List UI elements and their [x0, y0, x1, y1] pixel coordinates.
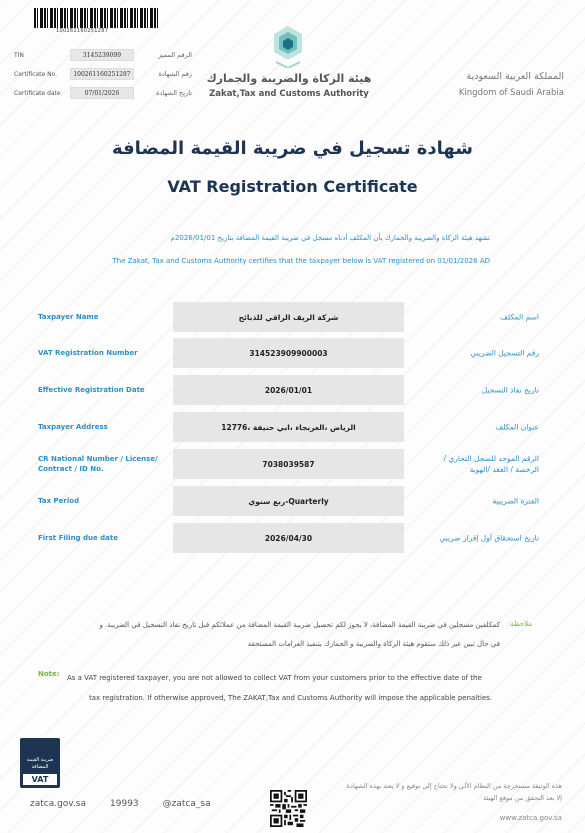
- footer-social[interactable]: @zatca_sa: [162, 799, 211, 809]
- certificate-date-row: [14, 87, 192, 99]
- tin-label-ar: الرقم المميز: [158, 51, 192, 59]
- row-cr-number: [0, 449, 585, 479]
- row-label-ar: الفترة الضريبية: [492, 496, 539, 506]
- tin-row: [14, 49, 192, 61]
- footer-website[interactable]: zatca.gov.sa: [30, 799, 87, 809]
- kingdom-name-en: Kingdom of Saudi Arabia: [458, 88, 564, 98]
- certificate-date-label: Certificate date: [14, 89, 61, 97]
- certificate-date-label-ar: تاريخ الشهادة: [156, 89, 192, 97]
- intro-text-ar: تشهد هيئة الزكاة والضريبة والجمارك بأن المكلف أدناه مسجل في ضريبة القيمة المضافة بتاريخ 2026/01/01م: [170, 234, 490, 242]
- row-vat-number: [0, 338, 585, 368]
- row-taxpayer-name: [0, 302, 585, 332]
- footer-links: [30, 799, 235, 809]
- certificate-no-value: 100261160251287: [70, 68, 134, 80]
- row-value: 2026/01/01: [173, 375, 404, 405]
- footer-disclaimer-url[interactable]: www.zatca.gov.sa: [499, 814, 562, 822]
- row-value: 7038039587: [173, 449, 404, 479]
- row-value: ربع سنوي-Quarterly: [173, 486, 404, 516]
- tin-label: TIN: [14, 51, 24, 59]
- note-text-en: [67, 668, 527, 708]
- certificate-date-value: 07/01/2026: [70, 87, 134, 99]
- footer-disclaimer-ar: هذه الوثيقة مستخرجة من النظام الآلي ولا تحتاج إلى توقيع و لا يعتد بهذه الشهادة إلا بعد التحقق من موقع الهيئة: [346, 782, 562, 802]
- authority-name-en: Zakat,Tax and Customs Authority: [209, 89, 369, 99]
- vat-logo-text-en: VAT: [23, 774, 57, 785]
- vat-logo-text-ar: ضريبة القيمة المضافة: [26, 757, 54, 770]
- row-value: الرياض ،العريجاء ،ابي حنيفة ،12776: [173, 412, 404, 442]
- intro-text-en: The Zakat, Tax and Customs Authority certifies that the taxpayer below is VAT registered on 01/01/2026 AD: [112, 257, 490, 265]
- row-label-ar: رقم التسجيل الضريبي: [470, 348, 539, 358]
- barcode: [34, 8, 158, 28]
- row-label-ar: تاريخ استحقاق أول إقرار ضريبي: [439, 533, 539, 543]
- row-label-en: Taxpayer Name: [38, 313, 99, 321]
- barcode-number: 100261160251287: [56, 28, 109, 34]
- row-first-filing-date: [0, 523, 585, 553]
- certificate-no-row: [14, 68, 192, 80]
- kingdom-name-ar: المملكة العربية السعودية: [466, 71, 564, 82]
- qr-code-icon: [270, 790, 307, 827]
- row-taxpayer-address: [0, 412, 585, 442]
- row-label-en: First Filing due date: [38, 534, 119, 542]
- certificate-no-label-ar: رقم الشهادة: [158, 70, 192, 78]
- row-label-ar: عنوان المكلف: [495, 422, 539, 432]
- row-label-en: VAT Registration Number: [38, 349, 138, 357]
- row-label-en: Taxpayer Address: [38, 423, 108, 431]
- vat-logo: [20, 738, 60, 788]
- row-label-ar: اسم المكلف: [500, 312, 539, 322]
- row-value: شركة الريف الراقي للذبائح: [173, 302, 404, 332]
- note-text-en-line1: As a VAT registered taxpayer, you are not allowed to collect VAT from your customers prior to the effective date of the: [67, 674, 482, 682]
- row-label-en: CR National Number / License/ Contract / ID No.: [38, 455, 158, 473]
- note-label-en: Note:: [38, 670, 60, 678]
- authority-name-ar: هيئة الزكاة والضريبة والجمارك: [206, 72, 372, 85]
- certificate-no-label: Certificate No.: [14, 70, 58, 78]
- note-text-en-line2: tax registration. If otherwise approved, The ZAKAT,Tax and Customs Authority will impose the applicable penalties.: [89, 694, 493, 702]
- footer-phone: 19993: [110, 799, 139, 809]
- note-text-ar: كمكلفين مسجلين في ضريبة القيمة المضافة، لا يجوز لكم تحصيل ضريبة القيمة المضافة من عملائكم قبل تاريخ نفاذ التسجيل في الضريبة. و في حال تبين غير ذلك ستقوم هيئة الزكاة والضريبة و الجمارك بتنفيذ الغرامات المستحقة: [99, 621, 500, 648]
- title-en: VAT Registration Certificate: [167, 177, 418, 196]
- row-label-en: Tax Period: [38, 497, 80, 505]
- note-label-ar: ملاحظة:: [508, 620, 533, 628]
- row-label-en: Effective Registration Date: [38, 386, 145, 394]
- row-value: 2026/04/30: [173, 523, 404, 553]
- row-effective-date: [0, 375, 585, 405]
- title-ar: شهادة تسجيل في ضريبة القيمة المضافة: [111, 138, 474, 159]
- tin-value: 3145239099: [70, 49, 134, 61]
- row-tax-period: [0, 486, 585, 516]
- row-value: 314523909900003: [173, 338, 404, 368]
- row-label-ar: تاريخ نفاذ التسجيل: [481, 385, 539, 395]
- row-label-ar: الرقم الموحد للسجل التجاري / الرخصة / العقد /الهوية: [443, 454, 539, 474]
- zatca-emblem-icon: [268, 24, 308, 68]
